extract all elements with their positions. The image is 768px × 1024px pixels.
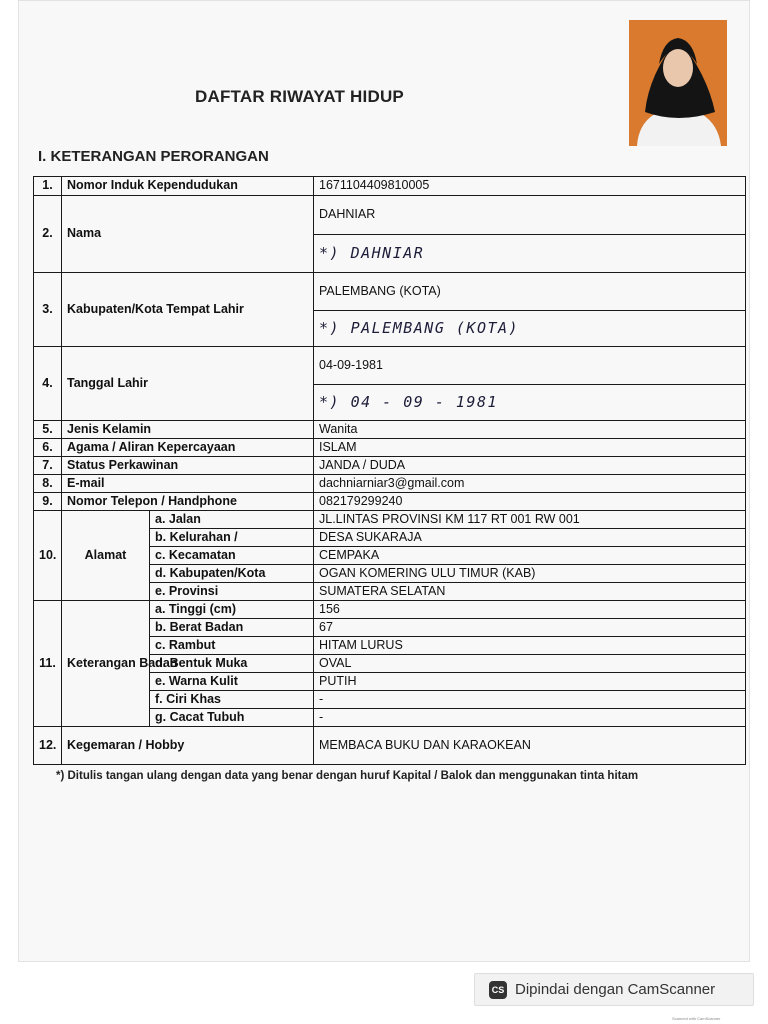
row-number: 3. (34, 273, 62, 347)
field-value-kecamatan: CEMPAKA (314, 547, 746, 565)
row-number: 12. (34, 727, 62, 765)
handwritten-tempat-lahir: *) PALEMBANG (KOTA) (314, 311, 746, 347)
field-label-tanggal-lahir: Tanggal Lahir (62, 347, 314, 421)
field-label-provinsi: e. Provinsi (150, 583, 314, 601)
field-label-alamat: Alamat (62, 511, 150, 601)
field-label-agama: Agama / Aliran Kepercayaan (62, 439, 314, 457)
field-value-muka: OVAL (314, 655, 746, 673)
field-value-kulit: PUTIH (314, 673, 746, 691)
table-row (34, 421, 746, 439)
row-number: 9. (34, 493, 62, 511)
section-title: I. KETERANGAN PERORANGAN (38, 148, 269, 165)
field-label-berat: b. Berat Badan (150, 619, 314, 637)
field-label-kulit: e. Warna Kulit (150, 673, 314, 691)
table-row (34, 273, 746, 311)
field-label-muka: d. Bentuk Muka (150, 655, 314, 673)
row-number: 4. (34, 347, 62, 421)
row-number: 11. (34, 601, 62, 727)
field-value-provinsi: SUMATERA SELATAN (314, 583, 746, 601)
table-row (34, 475, 746, 493)
field-value-hobby: MEMBACA BUKU DAN KARAOKEAN (314, 727, 746, 765)
field-value-tanggal-lahir: 04-09-1981 (314, 347, 746, 385)
field-label-kelurahan: b. Kelurahan / (150, 529, 314, 547)
footnote: *) Ditulis tangan ulang dengan data yang benar dengan huruf Kapital / Balok dan menggunakan tinta hitam (56, 770, 639, 782)
row-number: 6. (34, 439, 62, 457)
field-value-kelurahan: DESA SUKARAJA (314, 529, 746, 547)
field-value-cacat: - (314, 709, 746, 727)
watermark-small-text: Scanned with CamScanner (672, 1016, 721, 1021)
field-value-tempat-lahir: PALEMBANG (KOTA) (314, 273, 746, 311)
row-number: 2. (34, 196, 62, 273)
row-number: 1. (34, 177, 62, 196)
handwritten-nama: *) DAHNIAR (314, 235, 746, 273)
camscanner-watermark (474, 973, 754, 1006)
passport-photo (629, 20, 727, 146)
table-row (34, 347, 746, 385)
field-label-ciri: f. Ciri Khas (150, 691, 314, 709)
field-label-badan: Keterangan Badan (62, 601, 150, 727)
field-label-status: Status Perkawinan (62, 457, 314, 475)
field-label-telepon: Nomor Telepon / Handphone (62, 493, 314, 511)
field-value-kabupaten: OGAN KOMERING ULU TIMUR (KAB) (314, 565, 746, 583)
field-label-kecamatan: c. Kecamatan (150, 547, 314, 565)
field-value-status: JANDA / DUDA (314, 457, 746, 475)
field-value-nik: 1671104409810005 (314, 177, 746, 196)
field-value-tinggi: 156 (314, 601, 746, 619)
table-row (34, 727, 746, 765)
table-row (34, 439, 746, 457)
field-label-jalan: a. Jalan (150, 511, 314, 529)
table-row (34, 196, 746, 235)
row-number: 5. (34, 421, 62, 439)
field-value-jalan: JL.LINTAS PROVINSI KM 117 RT 001 RW 001 (314, 511, 746, 529)
field-value-rambut: HITAM LURUS (314, 637, 746, 655)
field-value-telepon: 082179299240 (314, 493, 746, 511)
field-value-berat: 67 (314, 619, 746, 637)
field-label-email: E-mail (62, 475, 314, 493)
field-label-kabupaten: d. Kabupaten/Kota (150, 565, 314, 583)
field-label-jenis-kelamin: Jenis Kelamin (62, 421, 314, 439)
camscanner-logo-icon: CS (489, 981, 507, 999)
field-label-hobby: Kegemaran / Hobby (62, 727, 314, 765)
field-value-ciri: - (314, 691, 746, 709)
row-number: 10. (34, 511, 62, 601)
table-row (34, 601, 746, 619)
table-row (34, 177, 746, 196)
field-label-nik: Nomor Induk Kependudukan (62, 177, 314, 196)
field-value-jenis-kelamin: Wanita (314, 421, 746, 439)
field-value-email: dachniarniar3@gmail.com (314, 475, 746, 493)
field-label-cacat: g. Cacat Tubuh (150, 709, 314, 727)
table-row (34, 493, 746, 511)
field-label-rambut: c. Rambut (150, 637, 314, 655)
row-number: 7. (34, 457, 62, 475)
field-value-nama: DAHNIAR (314, 196, 746, 235)
table-row (34, 511, 746, 529)
document-title: DAFTAR RIWAYAT HIDUP (195, 87, 404, 106)
biodata-table (33, 176, 746, 765)
watermark-text: Dipindai dengan CamScanner (515, 981, 716, 998)
person-photo-icon (629, 20, 727, 146)
field-label-tinggi: a. Tinggi (cm) (150, 601, 314, 619)
row-number: 8. (34, 475, 62, 493)
field-label-tempat-lahir: Kabupaten/Kota Tempat Lahir (62, 273, 314, 347)
field-value-agama: ISLAM (314, 439, 746, 457)
handwritten-tanggal-lahir: *) 04 - 09 - 1981 (314, 385, 746, 421)
table-row (34, 457, 746, 475)
field-label-nama: Nama (62, 196, 314, 273)
